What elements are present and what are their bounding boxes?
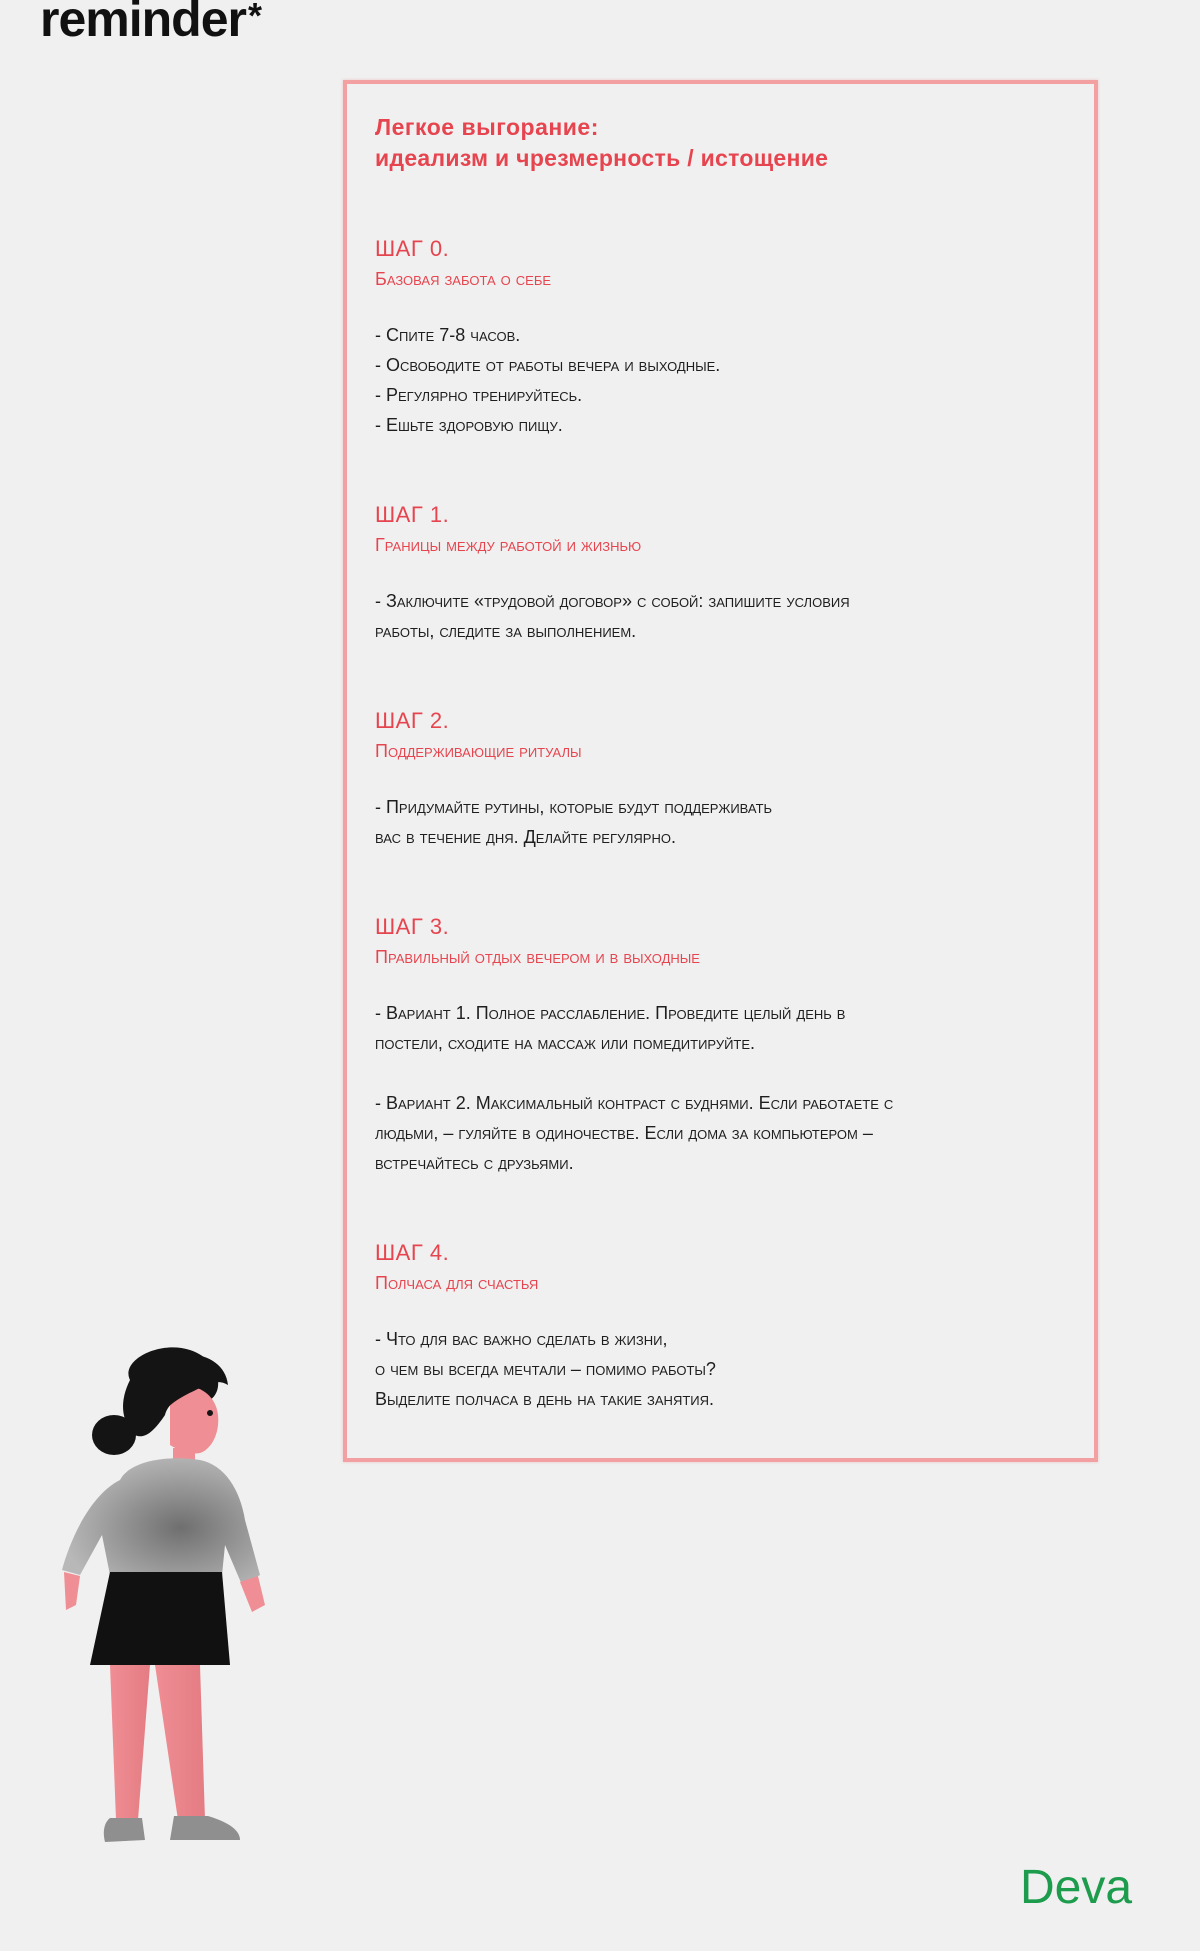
step-item: - Вариант 2. Максимальный контраст с буднями. Если работаете с людьми, – гуляйте в одиночестве. Если дома за компьютером – встречайтесь с друзьями. (375, 1093, 894, 1173)
standing-woman-illustration (50, 1320, 310, 1885)
step-items (375, 998, 1072, 1178)
title-line-2: идеализм и чрезмерность / истощение (375, 145, 829, 171)
step-0 (375, 234, 1072, 440)
step-items (375, 586, 1072, 646)
step-label: ШАГ 1. (375, 502, 450, 527)
logo-asterisk: * (247, 0, 261, 36)
step-items (375, 1324, 1072, 1414)
step-2 (375, 706, 1072, 852)
step-items (375, 320, 1072, 440)
step-item: - Что для вас важно сделать в жизни, о чем вы всегда мечтали – помимо работы? Выделите полчаса в день на такие занятия. (375, 1329, 716, 1409)
step-label: ШАГ 2. (375, 708, 450, 733)
step-item: - Придумайте рутины, которые будут поддерживать вас в течение дня. Делайте регулярно. (375, 797, 773, 847)
step-label: ШАГ 0. (375, 236, 450, 261)
step-3 (375, 912, 1072, 1178)
step-4 (375, 1238, 1072, 1414)
deva-logo: Deva (1020, 1861, 1133, 1914)
step-item: - Вариант 1. Полное расслабление. Проведите целый день в постели, сходите на массаж или помедитируйте. (375, 1003, 846, 1053)
step-item: - Регулярно тренируйтесь. (375, 385, 583, 405)
step-item: - Ешьте здоровую пищу. (375, 415, 563, 435)
woman-figure-icon (50, 1320, 310, 1880)
step-item: - Заключите «трудовой договор» с собой: запишите условия работы, следите за выполнением. (375, 591, 850, 641)
step-subtitle: Границы между работой и жизнью (375, 535, 642, 555)
step-label: ШАГ 4. (375, 1240, 450, 1265)
step-label: ШАГ 3. (375, 914, 450, 939)
reminder-logo (40, 0, 261, 47)
title-line-1: Легкое выгорание: (375, 114, 599, 140)
card-title (375, 112, 1072, 174)
step-1 (375, 500, 1072, 646)
step-items (375, 792, 1072, 852)
logo-text: reminder (40, 0, 246, 47)
step-subtitle: Правильный отдых вечером и в выходные (375, 947, 700, 967)
step-subtitle: Полчаса для счастья (375, 1273, 539, 1293)
step-item: - Освободите от работы вечера и выходные. (375, 355, 721, 375)
step-subtitle: Поддерживающие ритуалы (375, 741, 582, 761)
step-item: - Спите 7-8 часов. (375, 325, 521, 345)
burnout-steps-card (343, 80, 1098, 1462)
step-subtitle: Базовая забота о себе (375, 269, 552, 289)
